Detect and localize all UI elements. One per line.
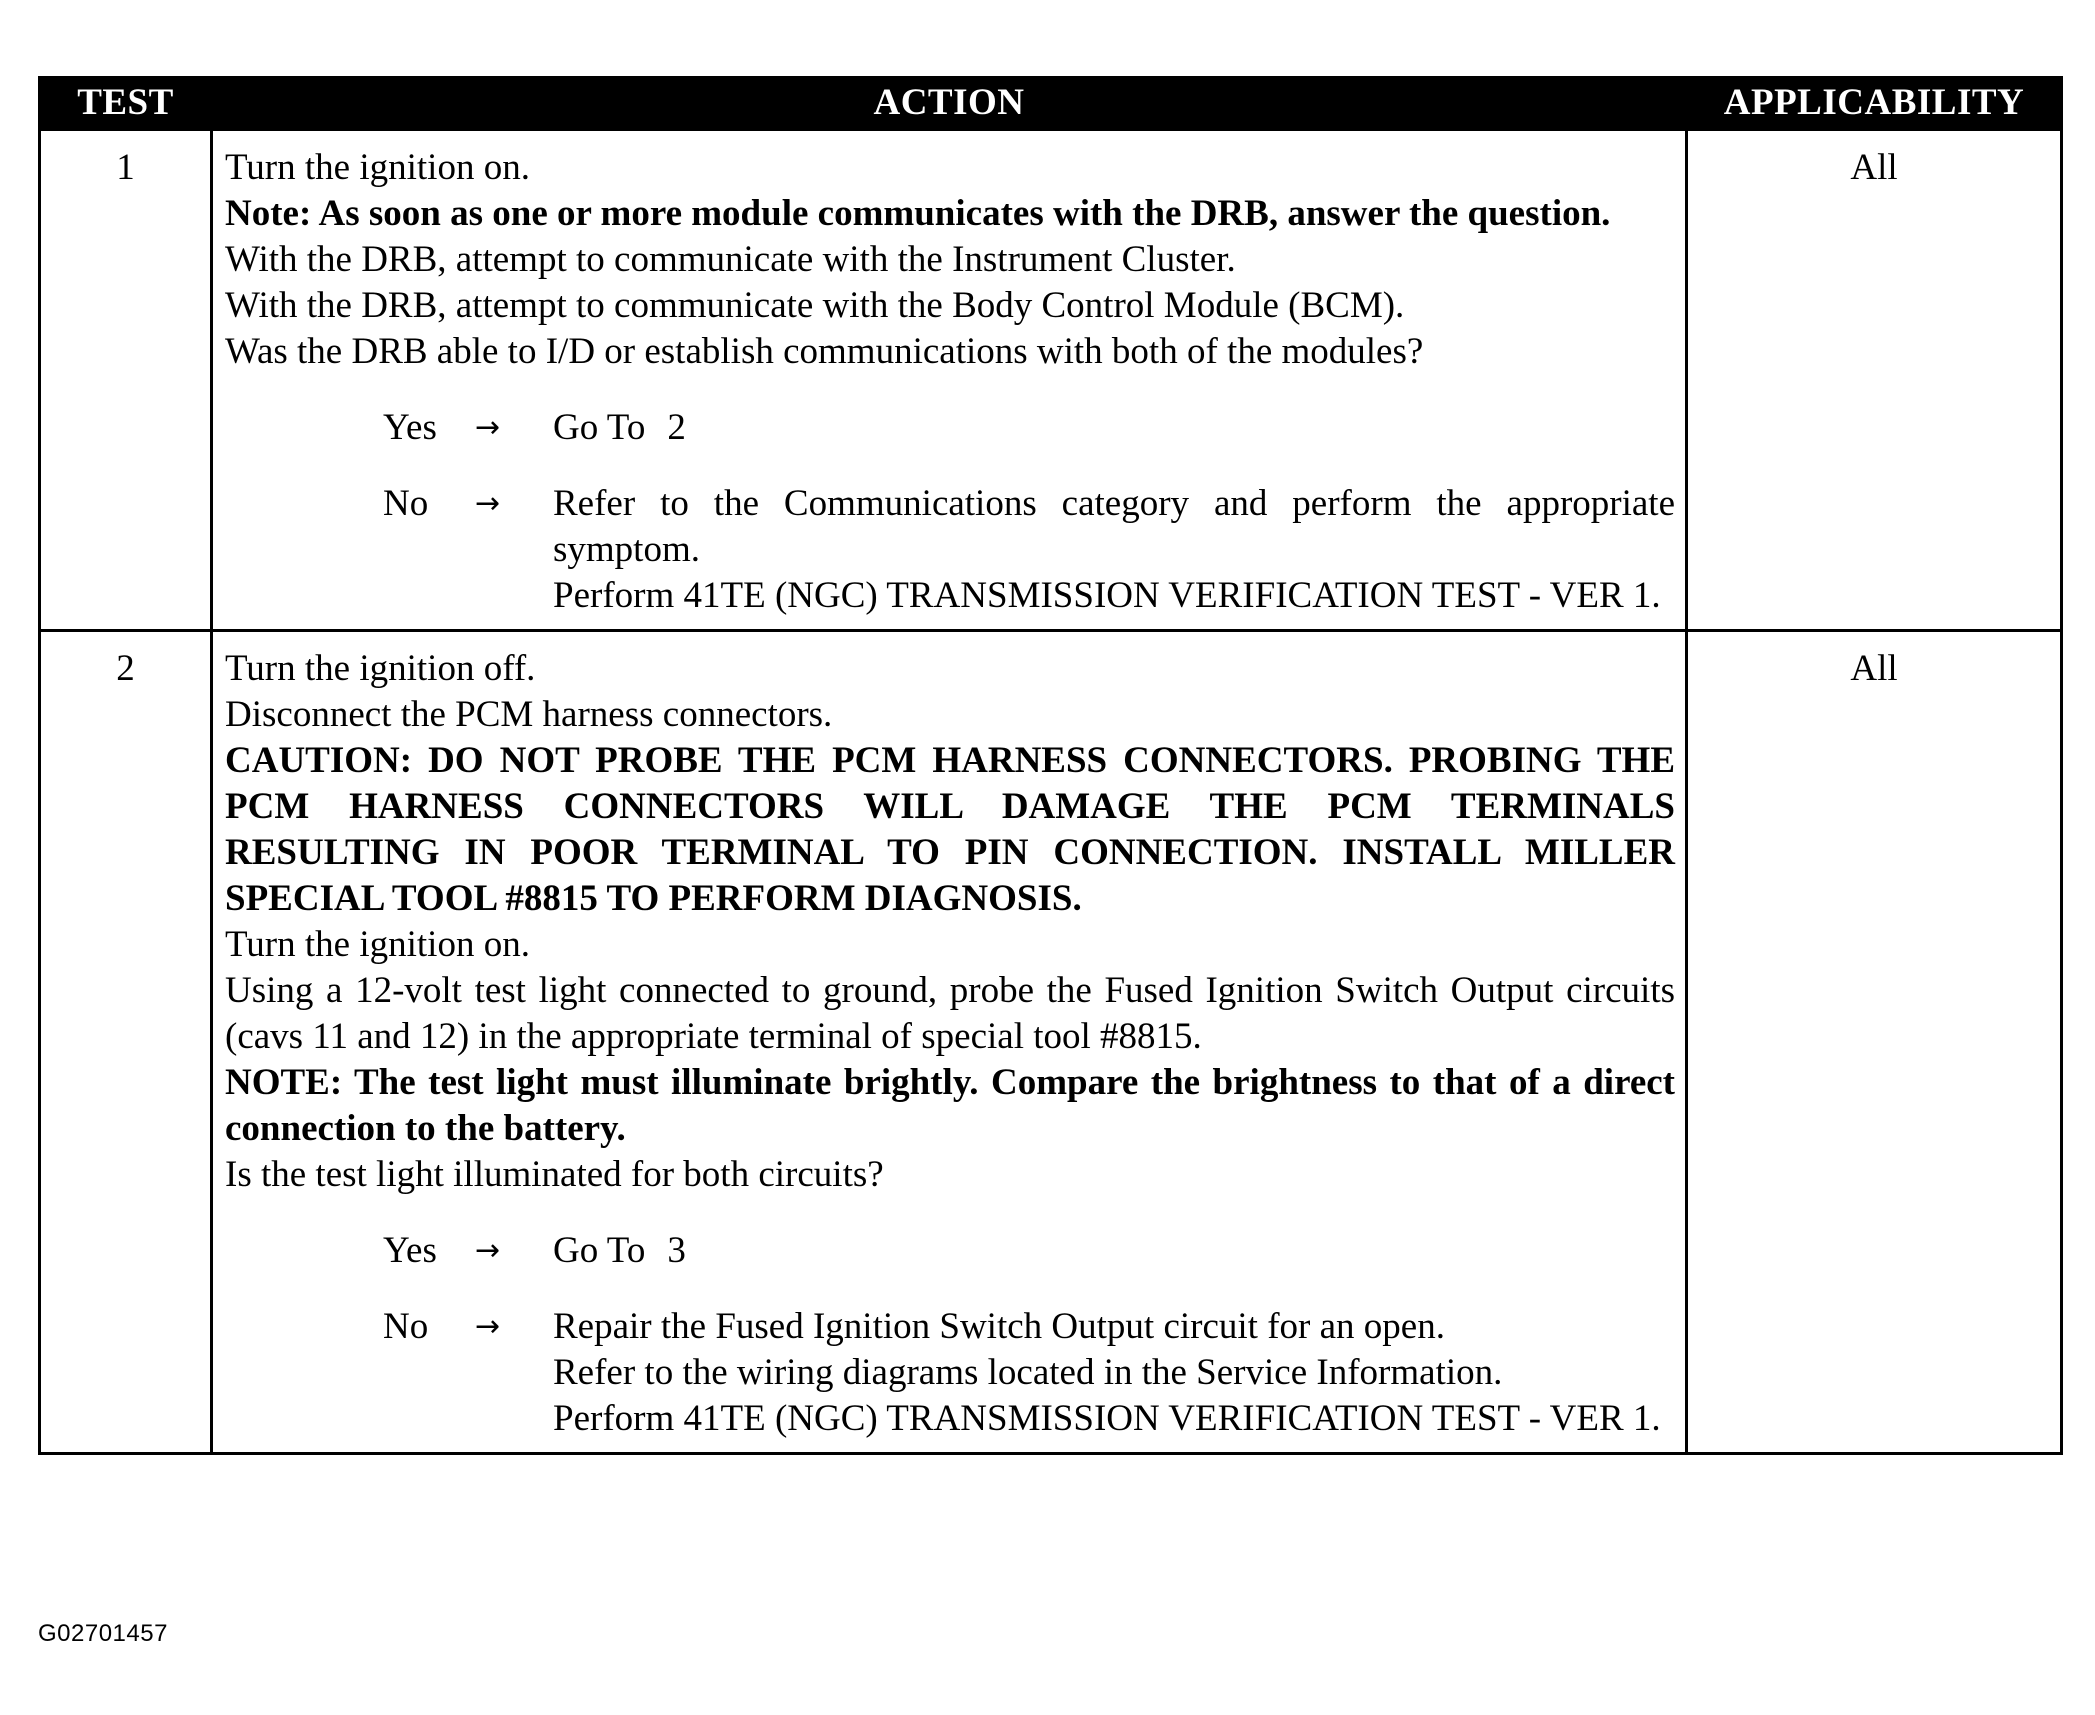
answer-result-no bbox=[553, 1304, 1675, 1442]
answer-no bbox=[383, 1304, 1675, 1442]
right-arrow-icon: → bbox=[475, 410, 501, 445]
test-number: 1 bbox=[40, 130, 212, 631]
answer-line: Refer to the wiring diagrams located in the Service Information. bbox=[553, 1352, 1503, 1393]
action-step: Turn the ignition on. bbox=[225, 924, 530, 965]
figure-id: G02701457 bbox=[38, 1620, 168, 1647]
answer-label-yes: Yes bbox=[383, 407, 437, 448]
answer-line: Refer to the Communications category and perform the appropriate symptom. bbox=[553, 483, 1675, 570]
action-question: Is the test light illuminated for both circuits? bbox=[225, 1154, 884, 1195]
action-cell bbox=[212, 130, 1687, 631]
answer-result-yes bbox=[553, 405, 1675, 451]
action-step: Disconnect the PCM harness connectors. bbox=[225, 694, 833, 735]
action-question: Was the DRB able to I/D or establish communications with both of the modules? bbox=[225, 331, 1424, 372]
action-step: With the DRB, attempt to communicate with the Body Control Module (BCM). bbox=[225, 285, 1405, 326]
action-note: NOTE: The test light must illuminate brightly. Compare the brightness to that of a direct connection to the battery. bbox=[225, 1062, 1675, 1149]
applicability-cell: All bbox=[1687, 130, 2062, 631]
answer-options bbox=[383, 1228, 1675, 1442]
test-number: 2 bbox=[40, 631, 212, 1454]
goto-number: 3 bbox=[667, 1230, 686, 1271]
answer-yes bbox=[383, 1228, 1675, 1274]
goto-number: 2 bbox=[667, 407, 686, 448]
right-arrow-icon: → bbox=[475, 486, 501, 521]
table-row bbox=[40, 631, 2062, 1454]
goto-text: Go To bbox=[553, 1230, 646, 1271]
action-step: With the DRB, attempt to communicate with the Instrument Cluster. bbox=[225, 239, 1236, 280]
action-step: Using a 12-volt test light connected to ground, probe the Fused Ignition Switch Output circuits (cavs 11 and 12) in the appropriate terminal of special tool #8815. bbox=[225, 970, 1675, 1057]
action-step: Turn the ignition on. bbox=[225, 147, 530, 188]
goto-text: Go To bbox=[553, 407, 646, 448]
answer-line: Perform 41TE (NGC) TRANSMISSION VERIFICATION TEST - VER 1. bbox=[553, 1398, 1661, 1439]
answer-yes bbox=[383, 405, 1675, 451]
action-step: Turn the ignition off. bbox=[225, 648, 536, 689]
answer-result-yes bbox=[553, 1228, 1675, 1274]
answer-line: Repair the Fused Ignition Switch Output circuit for an open. bbox=[553, 1306, 1445, 1347]
table-row bbox=[40, 130, 2062, 631]
answer-line: Perform 41TE (NGC) TRANSMISSION VERIFICATION TEST - VER 1. bbox=[553, 575, 1661, 616]
answer-result-no bbox=[553, 481, 1675, 619]
diagnostic-test-table bbox=[38, 76, 2063, 1455]
answer-no bbox=[383, 481, 1675, 619]
action-cell bbox=[212, 631, 1687, 1454]
answer-label-no: No bbox=[383, 1306, 429, 1347]
answer-options bbox=[383, 405, 1675, 619]
answer-label-yes: Yes bbox=[383, 1230, 437, 1271]
table-header-row bbox=[40, 76, 2062, 130]
right-arrow-icon: → bbox=[475, 1309, 501, 1344]
header-action: ACTION bbox=[212, 76, 1687, 130]
answer-label-no: No bbox=[383, 483, 429, 524]
action-caution: CAUTION: DO NOT PROBE THE PCM HARNESS CONNECTORS. PROBING THE PCM HARNESS CONNECTORS WILL DAMAGE THE PCM TERMINALS RESULTING IN POOR TERMINAL TO PIN CONNECTION. INSTALL MILLER SPECIAL TOOL #8815 TO PERFORM DIAGNOSIS. bbox=[225, 740, 1675, 919]
right-arrow-icon: → bbox=[475, 1233, 501, 1268]
header-applicability: APPLICABILITY bbox=[1687, 76, 2062, 130]
action-note: Note: As soon as one or more module communicates with the DRB, answer the question. bbox=[225, 193, 1611, 234]
header-test: TEST bbox=[40, 76, 212, 130]
applicability-cell: All bbox=[1687, 631, 2062, 1454]
